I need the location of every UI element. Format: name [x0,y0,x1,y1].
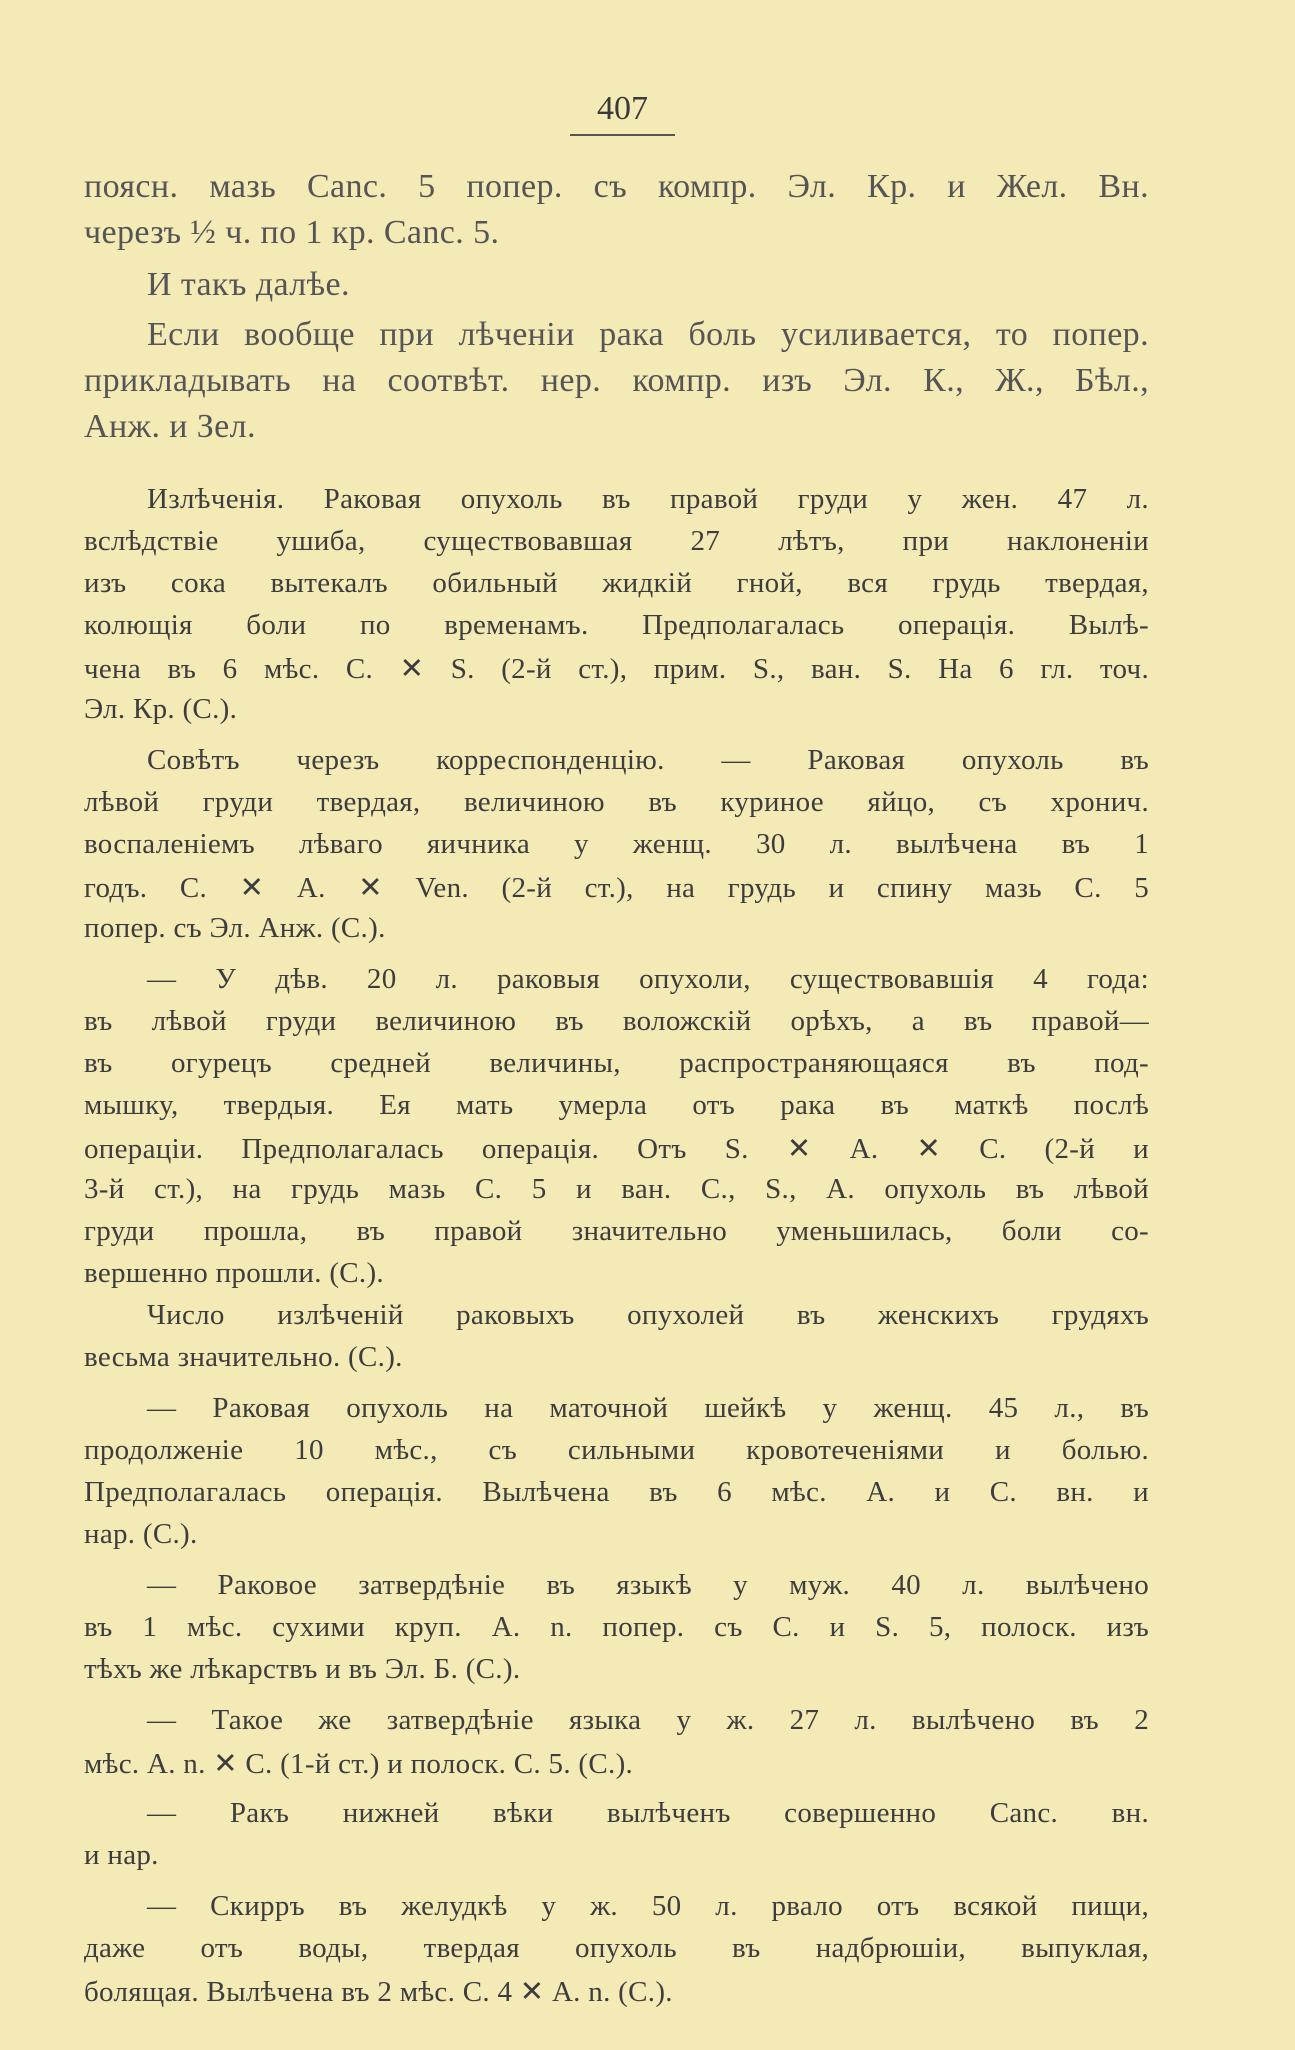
text-line: попер. съ Эл. Анж. (С.). [84,912,386,944]
text-line: поясн. мазь Canc. 5 попер. съ компр. Эл. Кр. и Жел. Вн. [84,168,1149,205]
text-line: весьма значительно. (С.). [84,1341,403,1373]
text-line: годъ. С. ✕ А. ✕ Ven. (2-й ст.), на грудь и спину мазь С. 5 [84,872,1149,904]
text-line: и нар. [84,1839,159,1871]
text-line: — Ракъ нижней вѣки вылѣченъ совершенно Canc. вн. [147,1797,1149,1829]
text-line: черезъ ½ ч. по 1 кр. Canc. 5. [84,214,500,251]
text-line: Если вообще при лѣченіи рака боль усиливается, то попер. [147,316,1149,353]
text-line: мѣс. А. n. ✕ С. (1-й ст.) и полоск. С. 5. (С.). [84,1748,634,1780]
text-line: вершенно прошли. (С.). [84,1257,384,1289]
page-number: 407 [570,90,675,136]
text-line: болящая. Вылѣчена въ 2 мѣс. С. 4 ✕ А. n. (С.). [84,1976,673,2008]
text-line: чена въ 6 мѣс. С. ✕ S. (2-й ст.), прим. S., ван. S. На 6 гл. точ. [84,653,1149,685]
text-line: вслѣдствіе ушиба, существовавшая 27 лѣтъ, при наклоненіи [84,525,1149,557]
text-line: въ лѣвой груди величиною въ воложскій орѣхъ, а въ правой— [84,1005,1149,1037]
text-line: изъ сока вытекалъ обильный жидкій гной, вся грудь твердая, [84,567,1149,599]
text-line: Эл. Кр. (С.). [84,693,238,725]
text-line: — Такое же затвердѣніе языка у ж. 27 л. вылѣчено въ 2 [147,1704,1149,1736]
text-line: груди прошла, въ правой значительно уменьшилась, боли со- [84,1215,1149,1247]
text-line: даже отъ воды, твердая опухоль въ надбрюшіи, выпуклая, [84,1932,1149,1964]
text-line: 3-й ст.), на грудь мазь С. 5 и ван. С., S., А. опухоль въ лѣвой [84,1173,1149,1205]
text-line: — Раковая опухоль на маточной шейкѣ у женщ. 45 л., въ [147,1392,1149,1424]
text-line: воспаленіемъ лѣваго яичника у женщ. 30 л. вылѣчена въ 1 [84,828,1149,860]
text-line: прикладывать на соотвѣт. нер. компр. изъ Эл. К., Ж., Бѣл., [84,362,1149,399]
text-line: — Раковое затвердѣніе въ языкѣ у муж. 40 л. вылѣчено [147,1569,1149,1601]
text-line: колющія боли по временамъ. Предполагалась операція. Вылѣ- [84,609,1149,641]
text-line: лѣвой груди твердая, величиною въ куриное яйцо, съ хронич. [84,786,1149,818]
text-line: мышку, твердыя. Ея мать умерла отъ рака въ маткѣ послѣ [84,1089,1149,1121]
text-line: И такъ далѣе. [147,266,350,303]
text-line: Излѣченія. Раковая опухоль въ правой груди у жен. 47 л. [147,483,1149,515]
text-line: въ 1 мѣс. сухими круп. А. n. попер. съ С. и S. 5, полоск. изъ [84,1611,1149,1643]
text-line: Предполагалась операція. Вылѣчена въ 6 мѣс. А. и С. вн. и [84,1476,1149,1508]
text-line: — У дѣв. 20 л. раковыя опухоли, существовавшія 4 года: [147,963,1149,995]
text-line: Совѣтъ черезъ корреспонденцію. — Раковая опухоль въ [147,744,1149,776]
text-line: Число излѣченій раковыхъ опухолей въ женскихъ грудяхъ [147,1299,1149,1331]
text-line: Анж. и Зел. [84,408,256,445]
text-line: продолженіе 10 мѣс., съ сильными кровотеченіями и болью. [84,1434,1149,1466]
text-line: нар. (С.). [84,1518,198,1550]
text-line: операціи. Предполагалась операція. Отъ S. ✕ А. ✕ С. (2-й и [84,1133,1149,1165]
text-line: въ огурецъ средней величины, распространяющаяся въ под- [84,1047,1149,1079]
text-line: — Скирръ въ желудкѣ у ж. 50 л. рвало отъ всякой пищи, [147,1890,1149,1922]
text-line: тѣхъ же лѣкарствъ и въ Эл. Б. (С.). [84,1653,521,1685]
